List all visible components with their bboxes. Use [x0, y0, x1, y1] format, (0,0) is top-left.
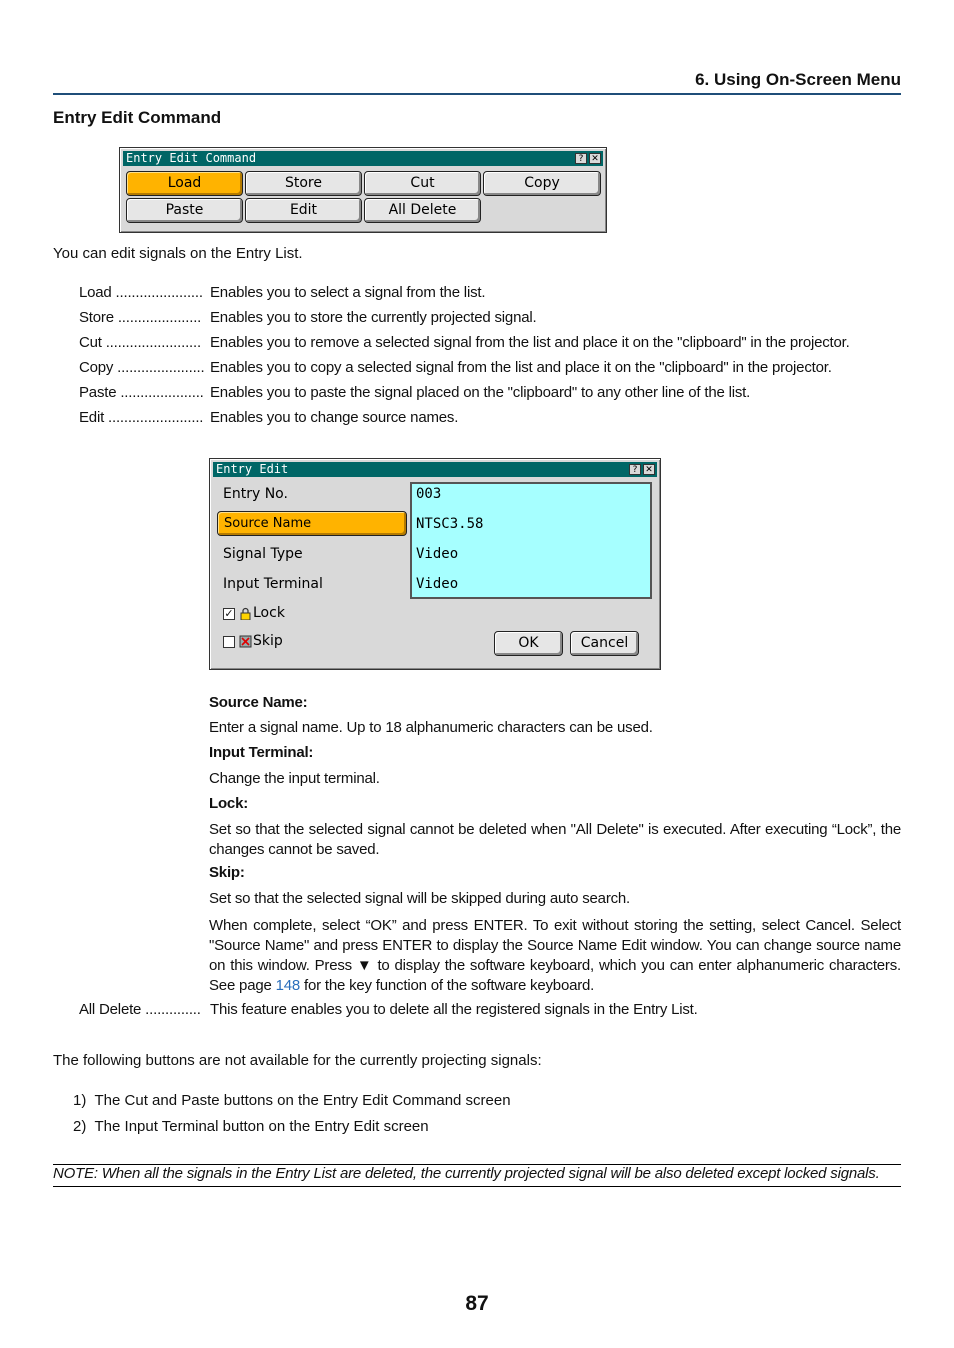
definition-row: [79, 409, 901, 426]
definition-dots: .....................: [113, 309, 202, 326]
complete-paragraph: [209, 916, 901, 996]
definition-term: Paste: [79, 384, 117, 401]
definition-desc: Enables you to select a signal from the list.: [210, 284, 486, 301]
page-number: 87: [465, 1292, 489, 1315]
input-terminal-heading: Input Terminal:: [209, 744, 314, 761]
window-title: Entry Edit: [216, 462, 289, 476]
window-titlebar: [213, 462, 657, 477]
window-title: Entry Edit Command: [126, 151, 257, 165]
all-delete-row: [79, 1001, 901, 1018]
complete-text-b: for the key function of the software keyboard.: [300, 977, 595, 994]
store-button[interactable]: Store: [245, 171, 362, 196]
list-item-text: The Input Terminal button on the Entry Edit screen: [94, 1118, 429, 1135]
ok-button[interactable]: OK: [494, 631, 563, 656]
header-rule: [53, 93, 901, 95]
intro-text: You can edit signals on the Entry List.: [53, 245, 303, 262]
definition-desc: Enables you to change source names.: [210, 409, 459, 426]
source-name-button[interactable]: Source Name: [217, 511, 407, 536]
cancel-button[interactable]: Cancel: [570, 631, 639, 656]
chapter-header: 6. Using On-Screen Menu: [695, 70, 901, 89]
entry-no-value: 003: [416, 486, 442, 502]
paste-button[interactable]: Paste: [126, 198, 243, 223]
source-name-heading: Source Name:: [209, 694, 308, 711]
section-title: Entry Edit Command: [53, 108, 222, 127]
copy-button[interactable]: Copy: [483, 171, 601, 196]
list-item: [73, 1092, 511, 1109]
lock-label: Lock: [253, 605, 285, 621]
list-item: [73, 1118, 429, 1135]
definition-row: [79, 359, 901, 376]
load-button[interactable]: Load: [126, 171, 243, 196]
window-titlebar: [123, 151, 603, 166]
definition-desc: Enables you to store the currently projected signal.: [210, 309, 537, 326]
skip-text: Set so that the selected signal will be skipped during auto search.: [209, 890, 631, 907]
definition-dots: ........................: [101, 334, 201, 351]
definition-desc: This feature enables you to delete all the registered signals in the Entry List.: [210, 1001, 698, 1018]
list-item-number: 1): [73, 1092, 87, 1109]
list-item-number: 2): [73, 1118, 87, 1135]
lock-checkbox[interactable]: ✓: [224, 608, 234, 620]
entry-no-label: Entry No.: [223, 486, 288, 502]
definition-row: [79, 284, 901, 301]
definition-term: Copy: [79, 359, 114, 376]
source-name-value[interactable]: NTSC3.58: [416, 516, 484, 532]
cut-button[interactable]: Cut: [364, 171, 481, 196]
source-name-text: Enter a signal name. Up to 18 alphanumeric characters can be used.: [209, 719, 653, 736]
definition-dots: ......................: [113, 359, 205, 376]
definition-desc: Enables you to paste the signal placed on the "clipboard" to any other line of the list.: [210, 384, 751, 401]
complete-text-a: When complete, select “OK” and press ENTER. To exit without storing the setting, select Cancel. Select "Source Name" and press ENTER to display the Source Name Edit window. You can change source name on this window. Press ▼ to display the software keyboard, which you can enter alphanumeric characters. See page: [209, 917, 901, 994]
note-text: NOTE: When all the signals in the Entry List are deleted, the currently projected signal will be also deleted except locked signals.: [53, 1165, 880, 1182]
signal-type-label: Signal Type: [223, 546, 303, 562]
lock-text: Set so that the selected signal cannot be deleted when "All Delete" is executed. After executing “Lock”, the changes cannot be saved.: [209, 821, 901, 858]
definition-desc: Enables you to copy a selected signal from the list and place it on the "clipboard" in the projector.: [210, 359, 832, 376]
definition-term: Edit: [79, 409, 105, 426]
definition-term: Cut: [79, 334, 102, 351]
definition-dots: ......................: [111, 284, 203, 301]
definition-dots: ..............: [141, 1001, 201, 1018]
close-icon[interactable]: ✕: [589, 153, 601, 164]
unavailable-intro: The following buttons are not available for the currently projecting signals:: [53, 1052, 542, 1069]
definition-dots: ........................: [104, 409, 204, 426]
input-terminal-button[interactable]: Input Terminal: [223, 576, 323, 592]
edit-button[interactable]: Edit: [245, 198, 362, 223]
list-item-text: The Cut and Paste buttons on the Entry Edit Command screen: [94, 1092, 511, 1109]
definition-term: Load: [79, 284, 112, 301]
definition-dots: .....................: [116, 384, 204, 401]
skip-icon: [239, 635, 252, 648]
skip-label: Skip: [253, 633, 283, 649]
input-terminal-text: Change the input terminal.: [209, 770, 380, 787]
lock-heading: Lock:: [209, 795, 249, 812]
signal-type-value: Video: [416, 546, 459, 562]
close-icon[interactable]: ✕: [643, 464, 655, 475]
definition-desc: Enables you to remove a selected signal from the list and place it on the "clipboard" in the projector.: [210, 334, 850, 351]
entry-edit-window: [209, 458, 661, 670]
definition-row: [79, 309, 901, 326]
help-icon[interactable]: ?: [575, 153, 587, 164]
all-delete-button[interactable]: All Delete: [364, 198, 481, 223]
help-icon[interactable]: ?: [629, 464, 641, 475]
definition-term: Store: [79, 309, 114, 326]
input-terminal-value[interactable]: Video: [416, 576, 459, 592]
entry-values-panel: [410, 482, 652, 599]
definition-row: [79, 334, 901, 351]
lock-icon: [239, 607, 252, 620]
page-148-link[interactable]: 148: [275, 977, 301, 994]
definition-row: [79, 384, 901, 401]
skip-heading: Skip:: [209, 864, 245, 881]
skip-checkbox[interactable]: [223, 636, 235, 648]
note-bottom-rule: [53, 1186, 901, 1187]
definition-term: All Delete: [79, 1001, 142, 1018]
entry-edit-command-window: [119, 147, 607, 233]
